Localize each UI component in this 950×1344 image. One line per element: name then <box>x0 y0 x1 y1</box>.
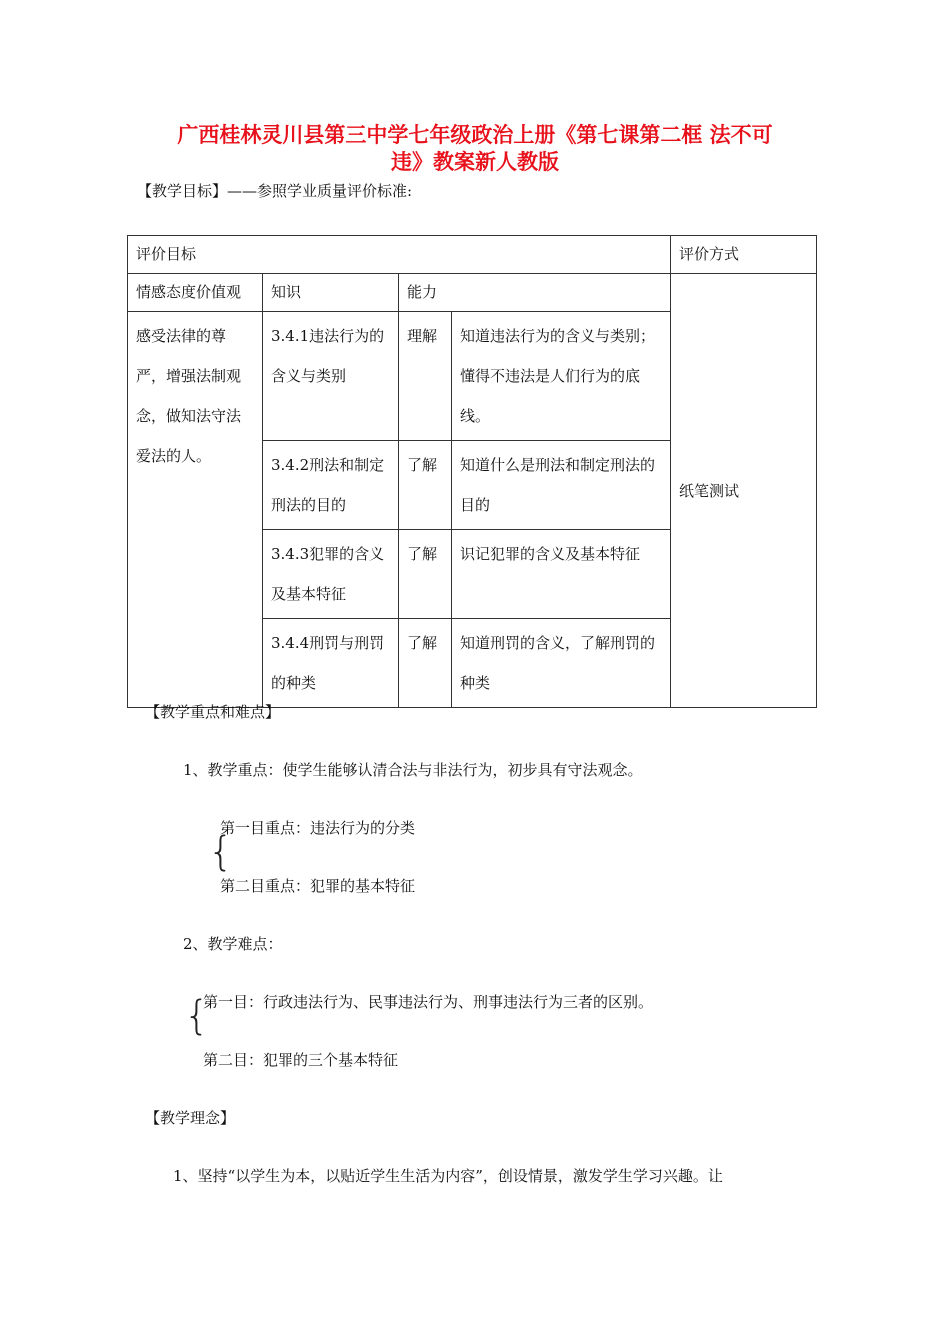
knowledge-cell: 3.4.1违法行为的含义与类别 <box>263 312 399 441</box>
knowledge-cell: 3.4.3犯罪的含义及基本特征 <box>263 530 399 619</box>
title-line-1: 广西桂林灵川县第三中学七年级政治上册《第七课第二框 法不可 <box>177 123 773 147</box>
ability-cell: 识记犯罪的含义及基本特征 <box>452 530 671 619</box>
philosophy-1: 1、坚持“以学生为本，以贴近学生生活为内容”，创设情景，激发学生学习兴趣。让 <box>173 1167 723 1185</box>
key-point-1-a: 第一目重点：违法行为的分类 <box>220 819 416 837</box>
key-point-2: 2、教学难点： <box>183 935 283 953</box>
col-knowledge: 知识 <box>263 274 399 312</box>
level-cell: 了解 <box>399 441 452 530</box>
key-point-1-b: 第二目重点：犯罪的基本特征 <box>220 877 416 895</box>
attitude-text: 感受法律的尊严，增强法制观念，做知法守法爱法的人。 <box>136 327 242 465</box>
col-attitude: 情感态度价值观 <box>128 274 263 312</box>
ability-cell: 知道刑罚的含义，了解刑罚的种类 <box>452 619 671 708</box>
header-goal: 评价目标 <box>128 236 671 274</box>
title-line-2: 违》教案新人教版 <box>391 150 559 174</box>
ability-cell: 知道什么是刑法和制定刑法的目的 <box>452 441 671 530</box>
brace-icon: { <box>208 829 234 875</box>
document-title <box>100 122 850 176</box>
knowledge-cell: 3.4.2刑法和制定刑法的目的 <box>263 441 399 530</box>
key-point-2-a: 第一目：行政违法行为、民事违法行为、刑事违法行为三者的区别。 <box>203 993 654 1011</box>
ability-cell: 知道违法行为的含义与类别；懂得不违法是人们行为的底线。 <box>452 312 671 441</box>
brace-icon: { <box>184 993 210 1039</box>
level-cell: 理解 <box>399 312 452 441</box>
level-cell: 了解 <box>399 619 452 708</box>
evaluation-table <box>127 235 817 708</box>
level-cell: 了解 <box>399 530 452 619</box>
knowledge-cell: 3.4.4刑罚与刑罚的种类 <box>263 619 399 708</box>
philosophy-heading: 【教学理念】 <box>145 1109 236 1127</box>
header-method: 评价方式 <box>671 236 817 274</box>
key-point-1: 1、教学重点：使学生能够认清合法与非法行为，初步具有守法观念。 <box>183 761 643 779</box>
method-cell: 纸笔测试 <box>671 274 817 708</box>
objectives-label: 【教学目标】——参照学业质量评价标准: <box>137 182 413 200</box>
key-point-2-b: 第二目：犯罪的三个基本特征 <box>203 1051 399 1069</box>
key-points-heading: 【教学重点和难点】 <box>145 703 281 721</box>
attitude-cell <box>128 312 263 708</box>
col-ability: 能力 <box>399 274 671 312</box>
